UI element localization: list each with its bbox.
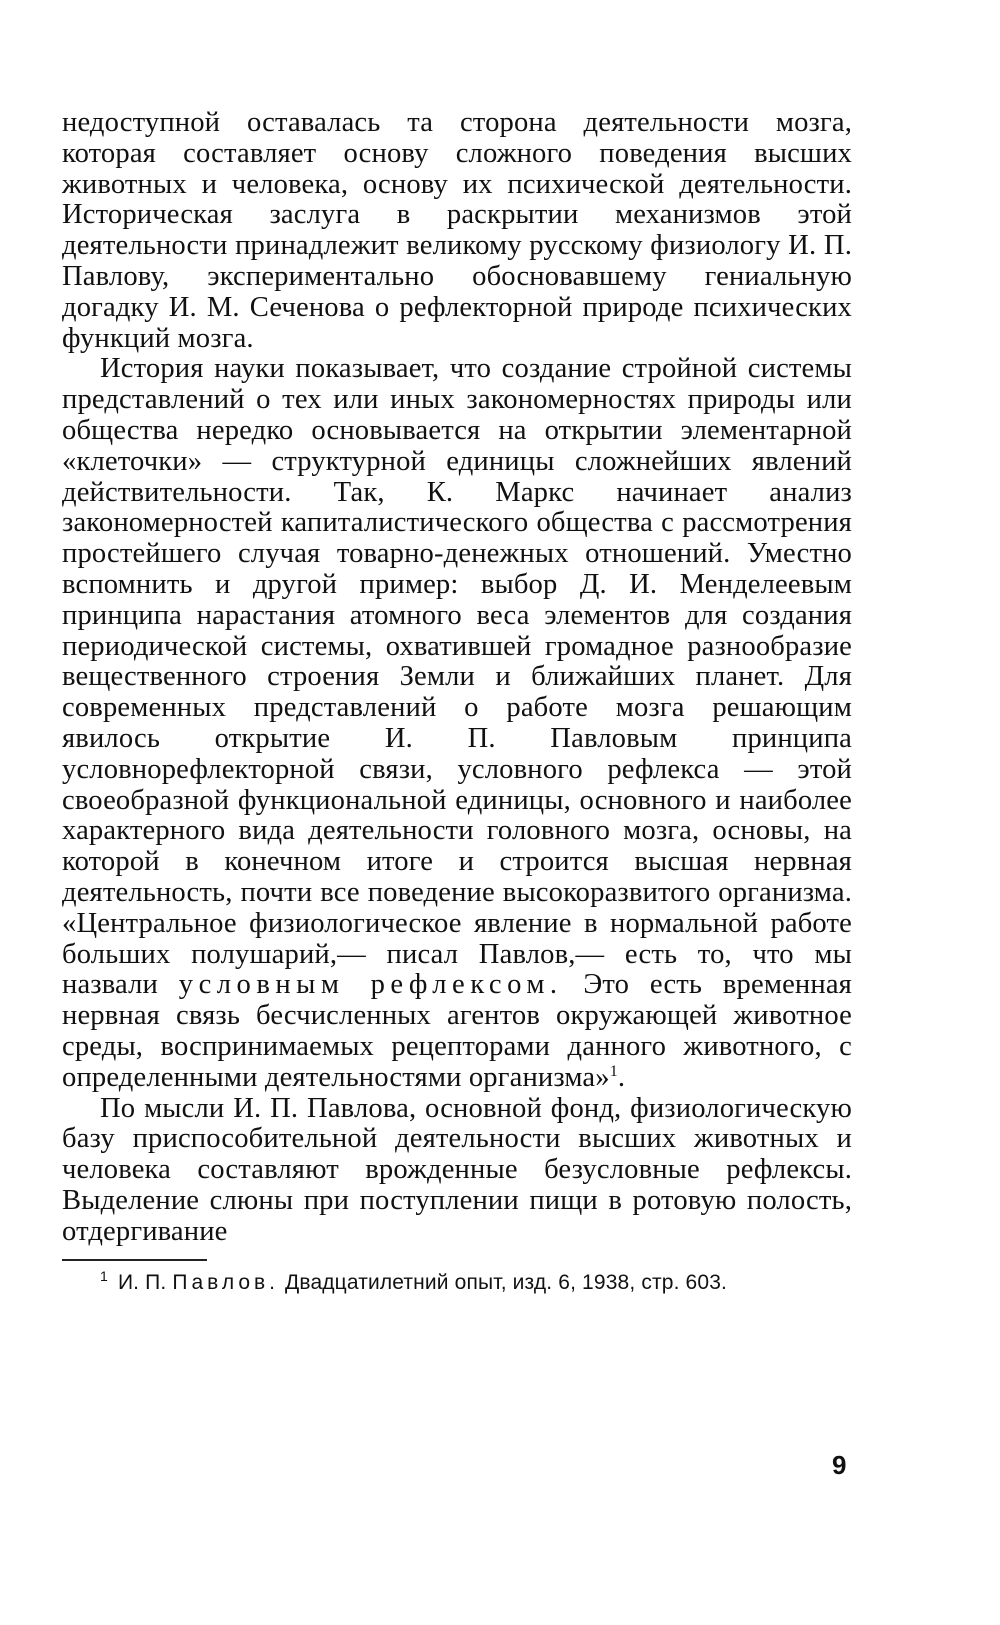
- paragraph-2: [62, 354, 852, 1093]
- footnote: [62, 1269, 852, 1296]
- footnote-divider: [62, 1259, 207, 1261]
- footnote-author: Павлов.: [172, 1271, 279, 1295]
- emphasis-spaced-text: условным рефлексом.: [178, 969, 563, 1001]
- footnote-initials: И. П.: [117, 1271, 167, 1295]
- paragraph-3: По мысли И. П. Павлова, основной фонд, физиологическую базу приспособительной деятельности высших животных и человека составляют врожденные безусловные рефлексы. Выделение слюны при поступлении пищи в ротовую полость, отдергивание: [62, 1092, 852, 1247]
- page-body: [62, 108, 852, 1296]
- footnote-reference[interactable]: 1: [609, 1062, 618, 1080]
- paragraph-1: недоступной оставалась та сторона деятельности мозга, которая составляет основу сложного поведения высших животных и человека, основу их психической деятельности. Историческая заслуга в раскрытии механизмов этой деятельности принадлежит великому русскому физиологу И. П. Павлову, экспериментально обосновавшему гениальную догадку И. М. Сеченова о рефлекторной природе психических функций мозга.: [62, 107, 852, 354]
- paragraph-2-period: .: [617, 1061, 626, 1093]
- footnote-text: Двадцатилетний опыт, изд. 6, 1938, стр. 603.: [285, 1271, 728, 1295]
- paragraph-2-quote-end: Это есть временная нервная связь бесчисленных агентов окружающей животное среды, воспринимаемых рецепторами данного животного, с определенными деятельностями организма»: [62, 969, 852, 1093]
- footnote-number: 1: [100, 1268, 108, 1285]
- page-number: 9: [832, 1450, 847, 1480]
- paragraph-2-text: История науки показывает, что создание стройной системы представлений о тех или иных закономерностях природы или общества нередко основывается на открытии элементарной «клеточки» — структурной единицы сложнейших явлений действительности. Так, К. Маркс начинает анализ закономерностей капиталистического общества с рассмотрения простейшего случая товарно-денежных отношений. Уместно вспомнить и другой пример: выбор Д. И. Менделеевым принципа нарастания атомного веса элементов для создания периодической системы, охватившей громадное разнообразие вещественного строения Земли и ближайших планет. Для современных представлений о работе мозга решающим явилось открытие И. П. Павловым принципа условнорефлекторной связи, условного рефлекса — этой своеобразной функциональной единицы, основного и наиболее характерного вида деятельности головного мозга, основы, на которой в конечном итоге и строится высшая нервная деятельность, почти все поведение высокоразвитого организма. «Центральное физиологическое явление в нормальной работе больших полушарий,— писал Павлов,— есть то, что мы назвали: [62, 353, 852, 1001]
